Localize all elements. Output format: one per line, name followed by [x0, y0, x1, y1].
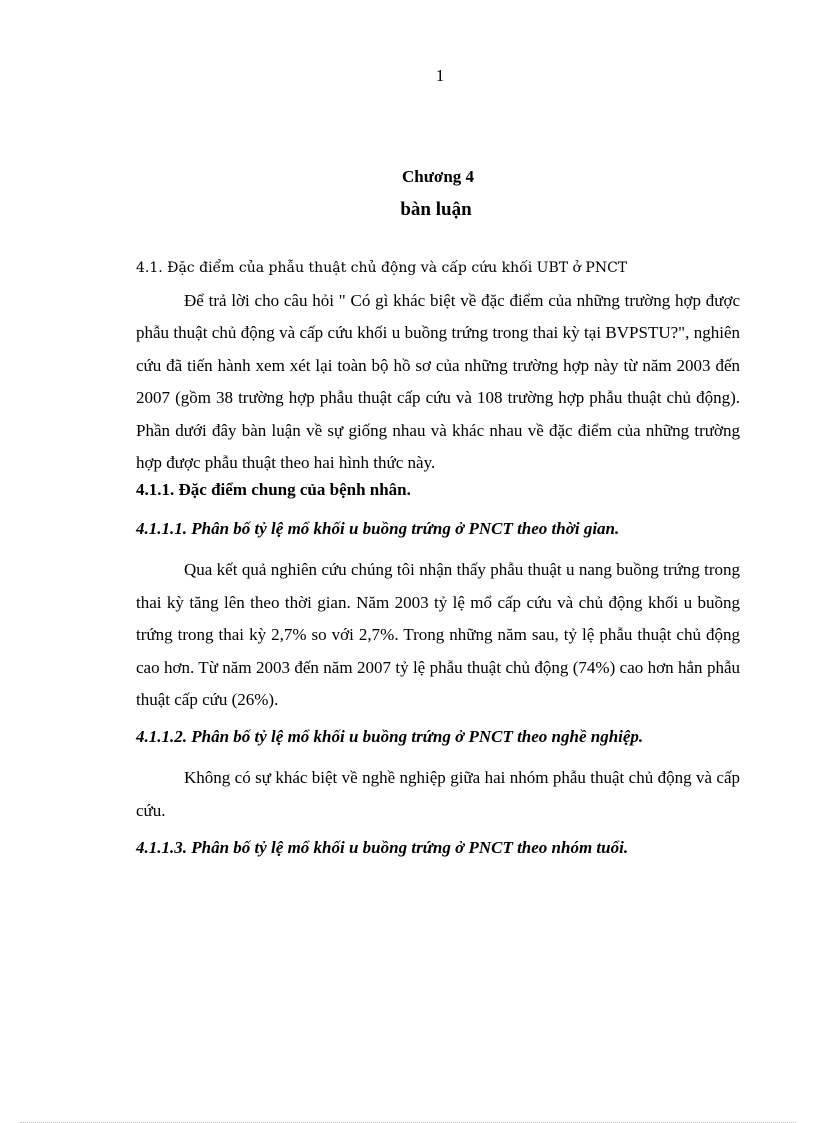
section-heading-4-1-1: 4.1.1. Đặc điểm chung của bệnh nhân.	[136, 480, 411, 500]
chapter-label: Chương 4	[401, 167, 475, 186]
section-heading-4-1-1-3: 4.1.1.3. Phân bố tỷ lệ mổ khối u buồng trứng ở PNCT theo nhóm tuổi.	[136, 838, 629, 858]
chapter-title: bàn luận	[400, 199, 472, 220]
section-heading-4-1-1-2: 4.1.1.2. Phân bố tỷ lệ mổ khối u buồng trứng ở PNCT theo nghề nghiệp.	[136, 727, 644, 747]
section-heading-4-1: 4.1. Đặc điểm của phẫu thuật chủ động và cấp cứu khối UBT ở PNCT	[136, 260, 628, 276]
paragraph-4-1: Để trả lời cho câu hỏi " Có gì khác biệt về đặc điểm của những trường hợp được phẫu thuật chủ động và cấp cứu khối u buồng trứng trong thai kỳ tại BVPSTU?", nghiên cứu đã tiến hành xem xét lại toàn bộ hồ sơ của những trường hợp này từ năm 2003 đến 2007 (gồm 38 trường hợp phẫu thuật cấp cứu và 108 trường hợp phẫu thuật chủ động). Phần dưới đây bàn luận về sự giống nhau và khác nhau về đặc điểm của những trường hợp được phẫu thuật theo hai hình thức này.	[136, 291, 740, 473]
paragraph-4-1-1-1: Qua kết quả nghiên cứu chúng tôi nhận thấy phẫu thuật u nang buồng trứng trong thai kỳ tăng lên theo thời gian. Năm 2003 tỷ lệ mổ cấp cứu và chủ động khối u buồng trứng trong thai kỳ 2,7% so với 2,7%. Trong những năm sau, tỷ lệ phẫu thuật chủ động cao hơn. Từ năm 2003 đến năm 2007 tỷ lệ phẫu thuật chủ động (74%) cao hơn hẳn phẫu thuật cấp cứu (26%).	[136, 560, 740, 710]
paragraph-4-1-1-2: Không có sự khác biệt về nghề nghiệp giữa hai nhóm phẫu thuật chủ động và cấp cứu.	[136, 768, 740, 820]
page-number: 1	[435, 66, 445, 85]
section-heading-4-1-1-1: 4.1.1.1. Phân bố tỷ lệ mổ khối u buồng trứng ở PNCT theo thời gian.	[136, 519, 620, 539]
document-body	[136, 257, 740, 859]
